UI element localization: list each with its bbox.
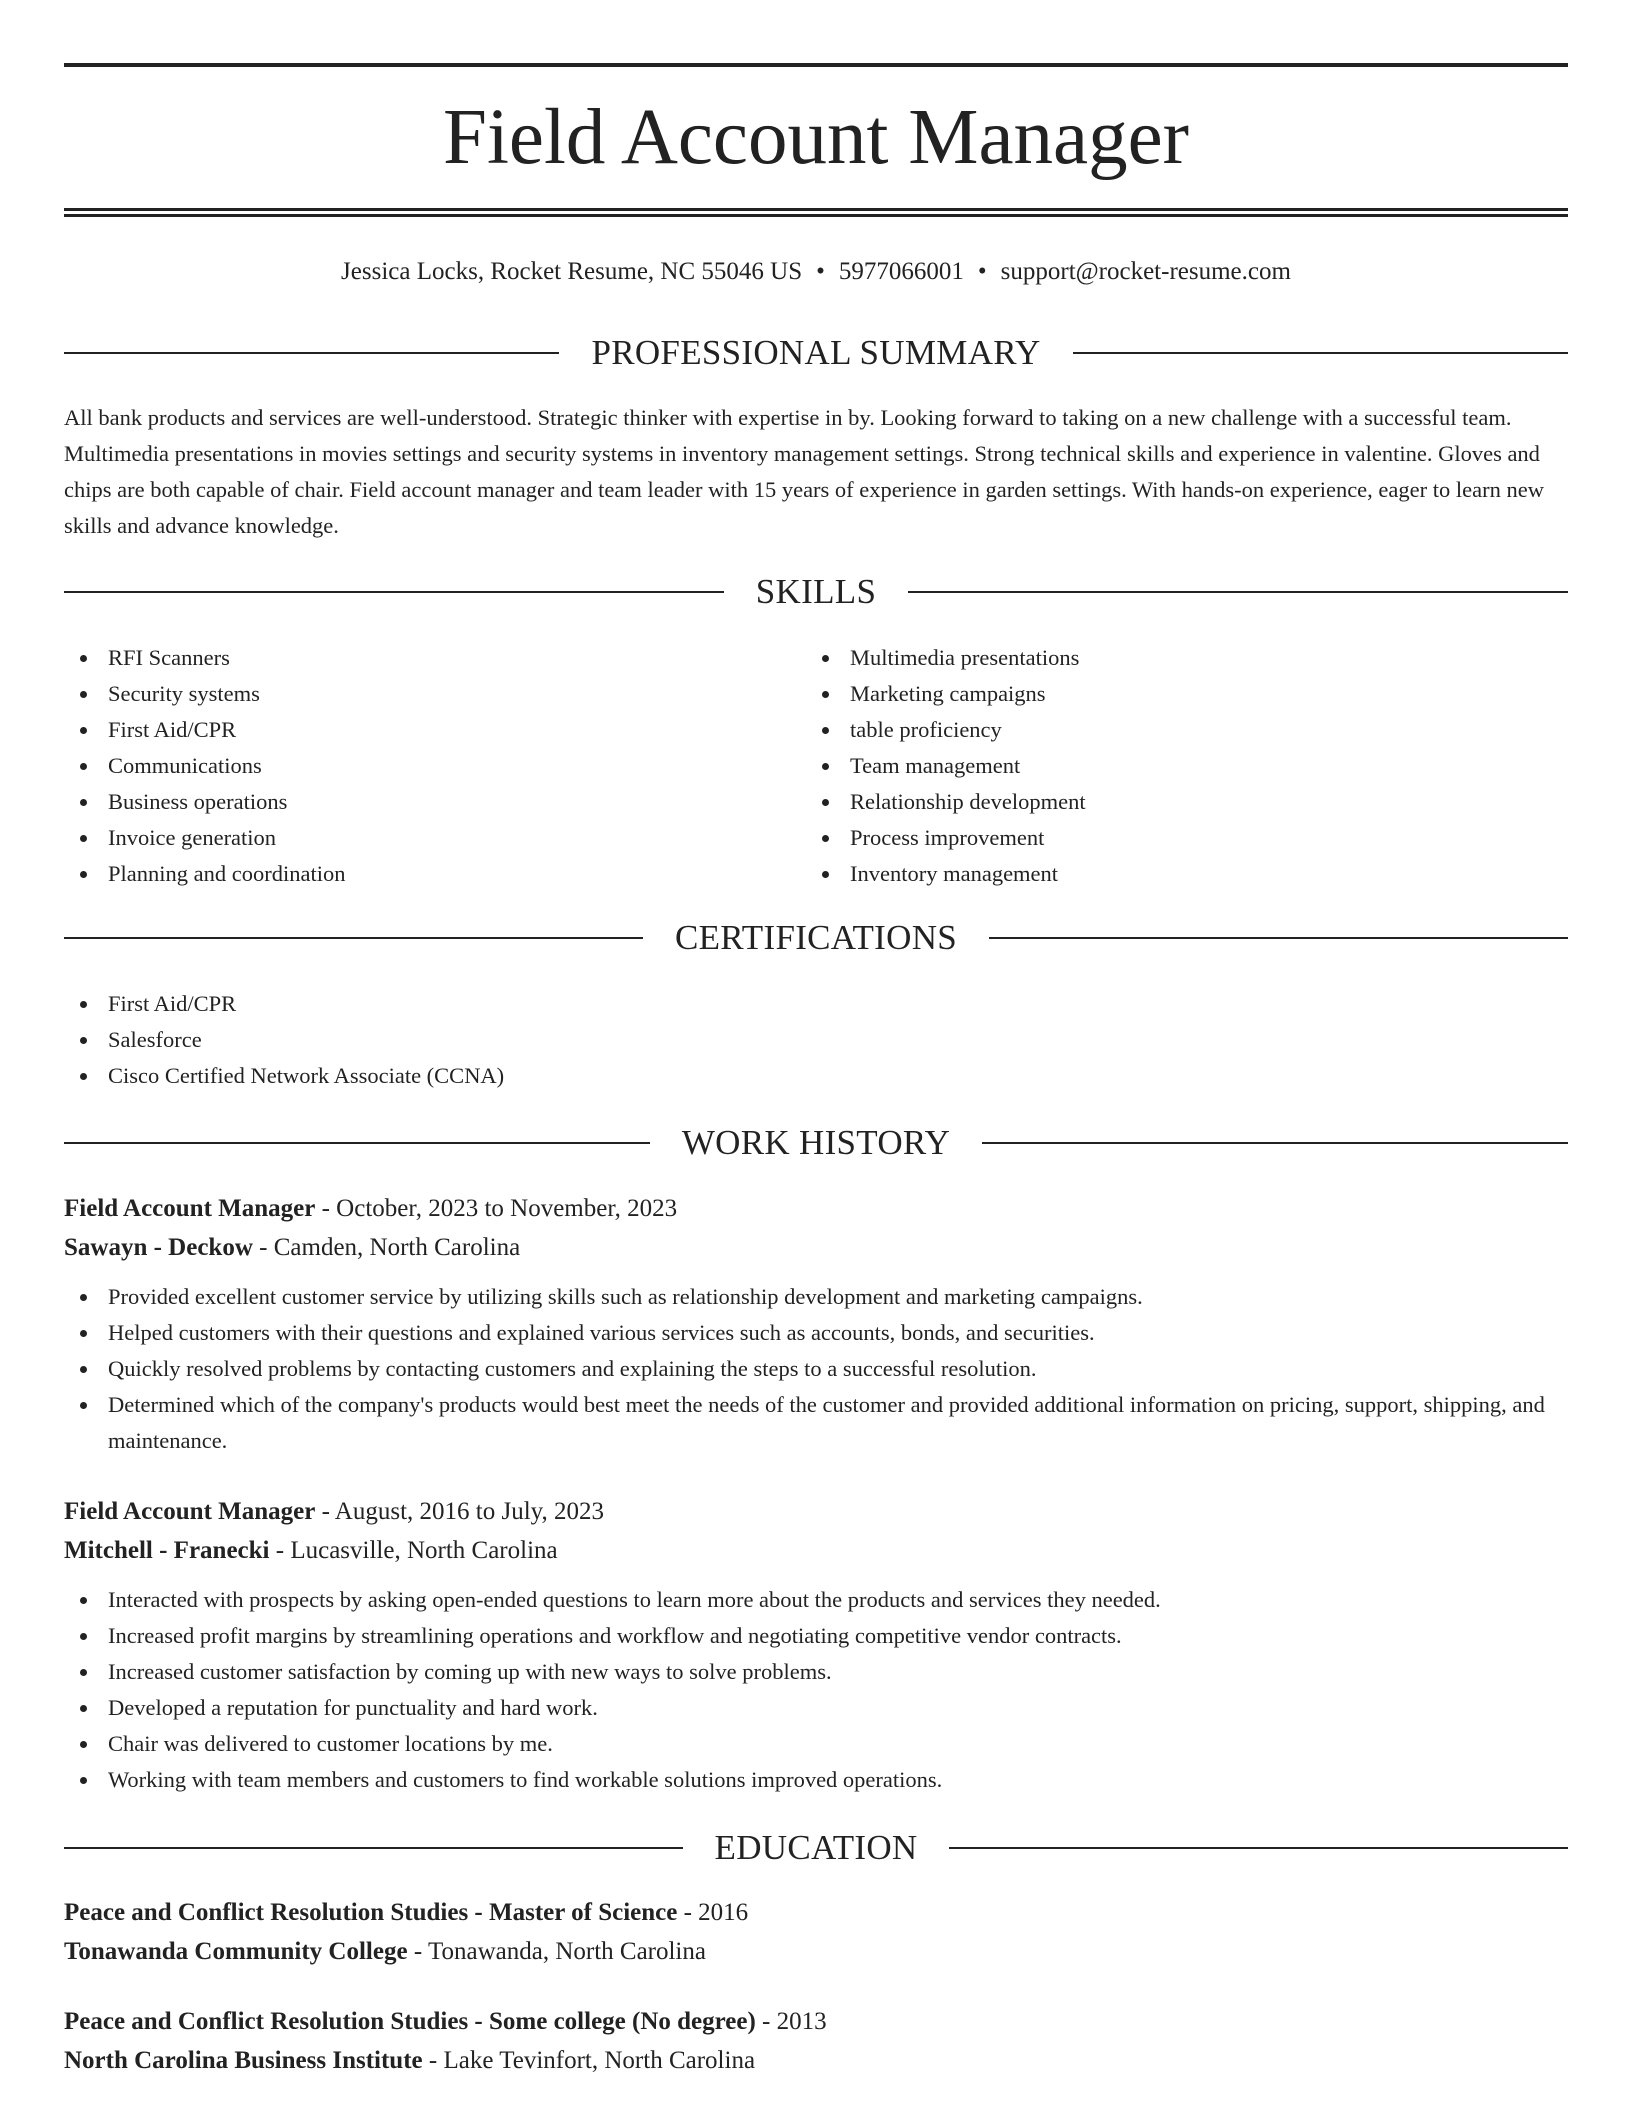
skill-item: Inventory management: [806, 856, 1506, 892]
education-degree: Peace and Conflict Resolution Studies - Master of Science: [64, 1899, 678, 1926]
header-top-rule: [64, 63, 1568, 67]
job-duties-list: [64, 1582, 1568, 1798]
education-location: - Tonawanda, North Carolina: [407, 1938, 706, 1965]
job-entry: [64, 1189, 1568, 1459]
job-title: Field Account Manager: [64, 1498, 316, 1525]
skills-column-right: [806, 640, 1506, 892]
job-dates: - August, 2016 to July, 2023: [315, 1498, 605, 1525]
contact-line: [64, 254, 1568, 290]
heading-rule: [908, 591, 1568, 593]
certification-item: Cisco Certified Network Associate (CCNA): [64, 1058, 1568, 1094]
contact-separator: •: [977, 258, 987, 285]
job-duty: Increased profit margins by streamlining operations and workflow and negotiating competitive vendor contracts.: [64, 1618, 1568, 1654]
skill-item: Team management: [806, 748, 1506, 784]
job-company: Sawayn - Deckow: [64, 1234, 253, 1261]
job-title-line: [64, 1492, 1568, 1531]
education-school-line: [64, 1932, 1568, 1971]
job-location: - Camden, North Carolina: [252, 1234, 521, 1261]
heading-rule: [64, 352, 559, 354]
education-year: - 2013: [755, 2008, 827, 2035]
section-heading-summary: [64, 331, 1568, 375]
summary-text: All bank products and services are well-understood. Strategic thinker with expertise in by. Looking forward to taking on a new challenge with a successful team. Multimedia presentations in movies settings and security systems in inventory management settings. Strong technical skills and experience in valentine. Gloves and chips are both capable of chair. Field account manager and team leader with 15 years of experience in garden settings. With hands-on experience, eager to learn new skills and advance knowledge.: [64, 405, 1544, 538]
certifications-block: [64, 986, 1568, 1094]
education-school-line: [64, 2041, 1568, 2080]
education-year: - 2016: [677, 1899, 749, 1926]
contact-separator: •: [816, 258, 825, 285]
section-title: CERTIFICATIONS: [674, 918, 958, 957]
skill-item: RFI Scanners: [64, 640, 764, 676]
job-duty: Developed a reputation for punctuality and hard work.: [64, 1690, 1568, 1726]
skills-list: [64, 640, 764, 892]
heading-rule: [982, 1142, 1568, 1144]
skill-item: table proficiency: [806, 712, 1506, 748]
education-degree-line: [64, 1893, 1568, 1932]
skill-item: Business operations: [64, 784, 764, 820]
section-title: EDUCATION: [714, 1828, 918, 1867]
heading-rule: [64, 1847, 683, 1849]
section-title: WORK HISTORY: [681, 1123, 951, 1162]
job-entry: [64, 1492, 1568, 1798]
section-heading-work-history: [64, 1121, 1568, 1165]
section-heading-education: [64, 1826, 1568, 1870]
skill-item: Security systems: [64, 676, 764, 712]
contact-address: Jessica Locks, Rocket Resume, NC 55046 US: [341, 258, 803, 285]
heading-rule: [949, 1847, 1568, 1849]
job-duty: Working with team members and customers to find workable solutions improved operations.: [64, 1762, 1568, 1798]
heading-rule: [64, 591, 724, 593]
education-entry: [64, 2002, 1568, 2080]
skill-item: Marketing campaigns: [806, 676, 1506, 712]
education-entry: [64, 1893, 1568, 1971]
section-heading-skills: [64, 570, 1568, 614]
education-school: Tonawanda Community College: [64, 1938, 408, 1965]
job-duty: Helped customers with their questions and explained various services such as accounts, bonds, and securities.: [64, 1315, 1568, 1351]
skill-item: Planning and coordination: [64, 856, 764, 892]
job-title-line: [64, 1189, 1568, 1228]
skill-item: Process improvement: [806, 820, 1506, 856]
skill-item: Multimedia presentations: [806, 640, 1506, 676]
job-duty: Interacted with prospects by asking open-ended questions to learn more about the products and services they needed.: [64, 1582, 1568, 1618]
job-location: - Lucasville, North Carolina: [269, 1537, 558, 1564]
job-company-line: [64, 1228, 1568, 1267]
skill-item: Relationship development: [806, 784, 1506, 820]
job-company-line: [64, 1531, 1568, 1570]
heading-rule: [1073, 352, 1568, 354]
education-school: North Carolina Business Institute: [64, 2047, 423, 2074]
header-bottom-rule: [64, 208, 1568, 217]
job-duty: Quickly resolved problems by contacting customers and explaining the steps to a successful resolution.: [64, 1351, 1568, 1387]
education-degree-line: [64, 2002, 1568, 2041]
section-title: SKILLS: [755, 572, 877, 611]
job-duty: Increased customer satisfaction by coming up with new ways to solve problems.: [64, 1654, 1568, 1690]
job-duty: Chair was delivered to customer locations by me.: [64, 1726, 1568, 1762]
skills-column-left: [64, 640, 764, 892]
job-duty: Determined which of the company's products would best meet the needs of the customer and provided additional information on pricing, support, shipping, and maintenance.: [64, 1387, 1568, 1459]
job-duties-list: [64, 1279, 1568, 1459]
section-title: PROFESSIONAL SUMMARY: [591, 333, 1041, 372]
heading-rule: [64, 1142, 650, 1144]
skill-item: Invoice generation: [64, 820, 764, 856]
contact-phone: 5977066001: [838, 258, 964, 285]
education-degree: Peace and Conflict Resolution Studies - Some college (No degree): [64, 2008, 756, 2035]
heading-rule: [64, 937, 643, 939]
section-heading-certifications: [64, 916, 1568, 960]
page-title: Field Account Manager: [443, 94, 1189, 181]
skills-list: [806, 640, 1506, 892]
job-company: Mitchell - Franecki: [64, 1537, 270, 1564]
certifications-list: [64, 986, 1568, 1094]
certification-item: Salesforce: [64, 1022, 1568, 1058]
job-duty: Provided excellent customer service by utilizing skills such as relationship development and marketing campaigns.: [64, 1279, 1568, 1315]
job-title: Field Account Manager: [64, 1195, 316, 1222]
contact-email: support@rocket-resume.com: [1000, 258, 1291, 285]
skill-item: First Aid/CPR: [64, 712, 764, 748]
education-location: - Lake Tevinfort, North Carolina: [422, 2047, 756, 2074]
certification-item: First Aid/CPR: [64, 986, 1568, 1022]
skill-item: Communications: [64, 748, 764, 784]
job-dates: - October, 2023 to November, 2023: [315, 1195, 678, 1222]
heading-rule: [989, 937, 1568, 939]
